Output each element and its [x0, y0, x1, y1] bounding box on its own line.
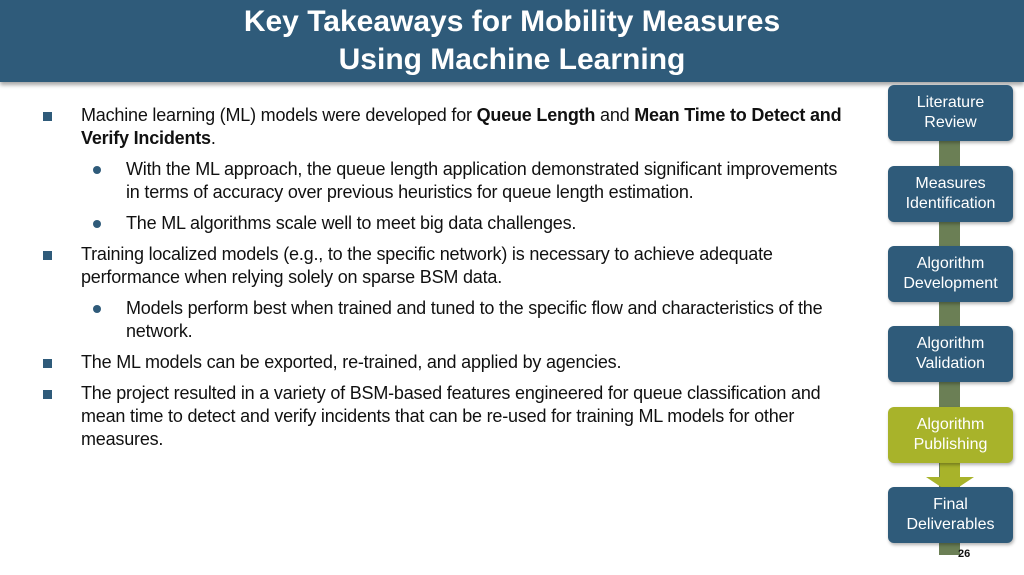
- title-banner: [0, 0, 1024, 82]
- sub-bullet-text: The ML algorithms scale well to meet big data challenges.: [126, 213, 577, 233]
- bullet-text: .: [210, 128, 216, 148]
- round-bullet-icon: [93, 305, 101, 313]
- sub-bullet-tuning: [40, 297, 850, 343]
- bullet-text: Machine learning (ML) models were developed for: [81, 105, 477, 125]
- step-label-line-1: Algorithm: [916, 416, 985, 433]
- step-algorithm-development: [888, 246, 1013, 302]
- step-label-line-2: Review: [924, 114, 977, 131]
- square-bullet-icon: [43, 112, 52, 121]
- step-label-line-1: Algorithm: [916, 255, 985, 272]
- process-flow: [888, 85, 1014, 555]
- bullet-features: [40, 382, 850, 451]
- square-bullet-icon: [43, 251, 52, 260]
- step-measures-identification: [888, 166, 1013, 222]
- bullet-text: The ML models can be exported, re-trained, and applied by agencies.: [81, 352, 622, 372]
- bullet-list: [40, 104, 850, 459]
- step-label-line-2: Validation: [915, 355, 986, 372]
- bullet-localized-models: [40, 243, 850, 289]
- bullet-text: Training localized models (e.g., to the specific network) is necessary to achieve adequate performance when relying solely on sparse BSM data.: [81, 244, 773, 287]
- step-label-line-1: Final: [933, 496, 968, 513]
- step-label-line-2: Publishing: [913, 436, 988, 453]
- bullet-export: [40, 351, 850, 374]
- round-bullet-icon: [93, 220, 101, 228]
- step-label-line-2: Identification: [905, 195, 996, 212]
- sub-bullet-scale: [40, 212, 850, 235]
- step-label-line-2: Deliverables: [906, 516, 995, 533]
- bullet-bold-text: Queue Length: [476, 105, 596, 125]
- step-algorithm-publishing: [888, 407, 1013, 463]
- sub-bullet-accuracy: [40, 158, 850, 204]
- step-label-line-1: Literature: [916, 94, 985, 111]
- slide-title-line-1: Key Takeaways for Mobility Measures: [243, 5, 781, 38]
- bullet-ml-models: [40, 104, 850, 150]
- bullet-text: The project resulted in a variety of BSM-based features engineered for queue classification and mean time to detect and verify incidents that can be re-used for training ML models for other measures.: [81, 383, 821, 449]
- square-bullet-icon: [43, 359, 52, 368]
- step-label-line-2: Development: [903, 275, 998, 292]
- step-algorithm-validation: [888, 326, 1013, 382]
- sub-bullet-text: Models perform best when trained and tuned to the specific flow and characteristics of the network.: [126, 298, 823, 341]
- round-bullet-icon: [93, 166, 101, 174]
- step-label-line-1: Algorithm: [916, 335, 985, 352]
- square-bullet-icon: [43, 390, 52, 399]
- slide-title-line-2: Using Machine Learning: [338, 43, 686, 76]
- step-final-deliverables: [888, 487, 1013, 543]
- page-number: 26: [958, 548, 971, 560]
- bullet-bold-text: Mean Time to Detect and Verify Incidents: [81, 105, 842, 148]
- bullet-text: and: [595, 105, 635, 125]
- step-literature-review: [888, 85, 1013, 141]
- sub-bullet-text: With the ML approach, the queue length application demonstrated significant improvements in terms of accuracy over previous heuristics for queue length estimation.: [126, 159, 838, 202]
- step-label-line-1: Measures: [915, 175, 986, 192]
